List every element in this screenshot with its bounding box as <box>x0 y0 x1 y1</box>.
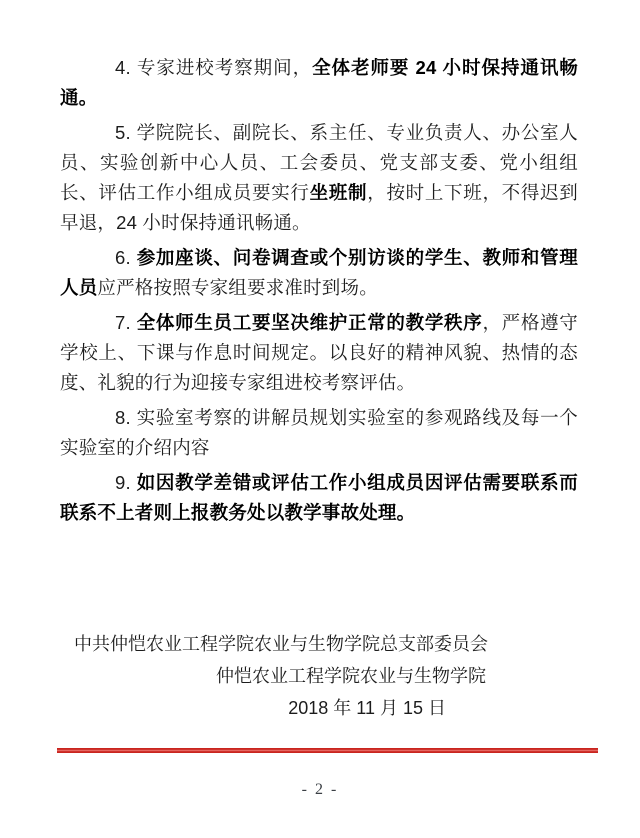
signature-date: 2018 年 11 月 15 日 <box>288 698 446 718</box>
text-segment: 8. 实验室考察的讲解员规划实验室的参观路线及每一个实验室的介绍内容 <box>60 407 578 458</box>
notice-item-6 <box>60 243 578 303</box>
text-segment: ，按时上下班，不得迟到早退，24 小时保持通讯畅通。 <box>60 182 578 233</box>
notice-item-5 <box>60 118 578 238</box>
text-segment-bold: 全体老师要 24 小时保持通讯畅通。 <box>60 57 578 108</box>
text-segment-bold: 参加座谈、问卷调查或个别访谈的学生、教师和管理人员 <box>60 247 578 298</box>
signature-block <box>60 628 578 724</box>
notice-item-7 <box>60 308 578 398</box>
notice-item-8 <box>60 403 578 463</box>
signature-college: 仲恺农业工程学院农业与生物学院 <box>216 666 486 686</box>
red-divider-line <box>57 748 598 753</box>
text-segment: 4. 专家进校考察期间， <box>115 57 313 78</box>
text-segment-bold: 坐班制 <box>309 182 368 203</box>
notice-item-4 <box>60 53 578 113</box>
page-number: - 2 - <box>301 781 339 798</box>
notice-item-9 <box>60 468 578 528</box>
text-segment: 5. 学院院长、副院长、系主任、专业负责人、办公室人员、实验创新中心人员、工会委员、党支部支委、党小组组长、评估工作小组成员要实行 <box>60 122 578 203</box>
signature-committee: 中共仲恺农业工程学院农业与生物学院总支部委员会 <box>74 634 488 654</box>
text-segment: 9. <box>115 472 137 493</box>
text-segment: 6. <box>115 247 137 268</box>
text-segment-bold: 全体师生员工要坚决维护正常的教学秩序 <box>136 312 483 333</box>
text-segment: 应严格按照专家组要求准时到场。 <box>97 277 378 298</box>
text-segment: 7. <box>115 312 137 333</box>
text-segment: ，严格遵守学校上、下课与作息时间规定。以良好的精神风貌、热情的态度、礼貌的行为迎接专家组进校考察评估。 <box>60 312 578 393</box>
text-segment-bold: 如因教学差错或评估工作小组成员因评估需要联系而联系不上者则上报教务处以教学事故处理。 <box>60 472 578 523</box>
